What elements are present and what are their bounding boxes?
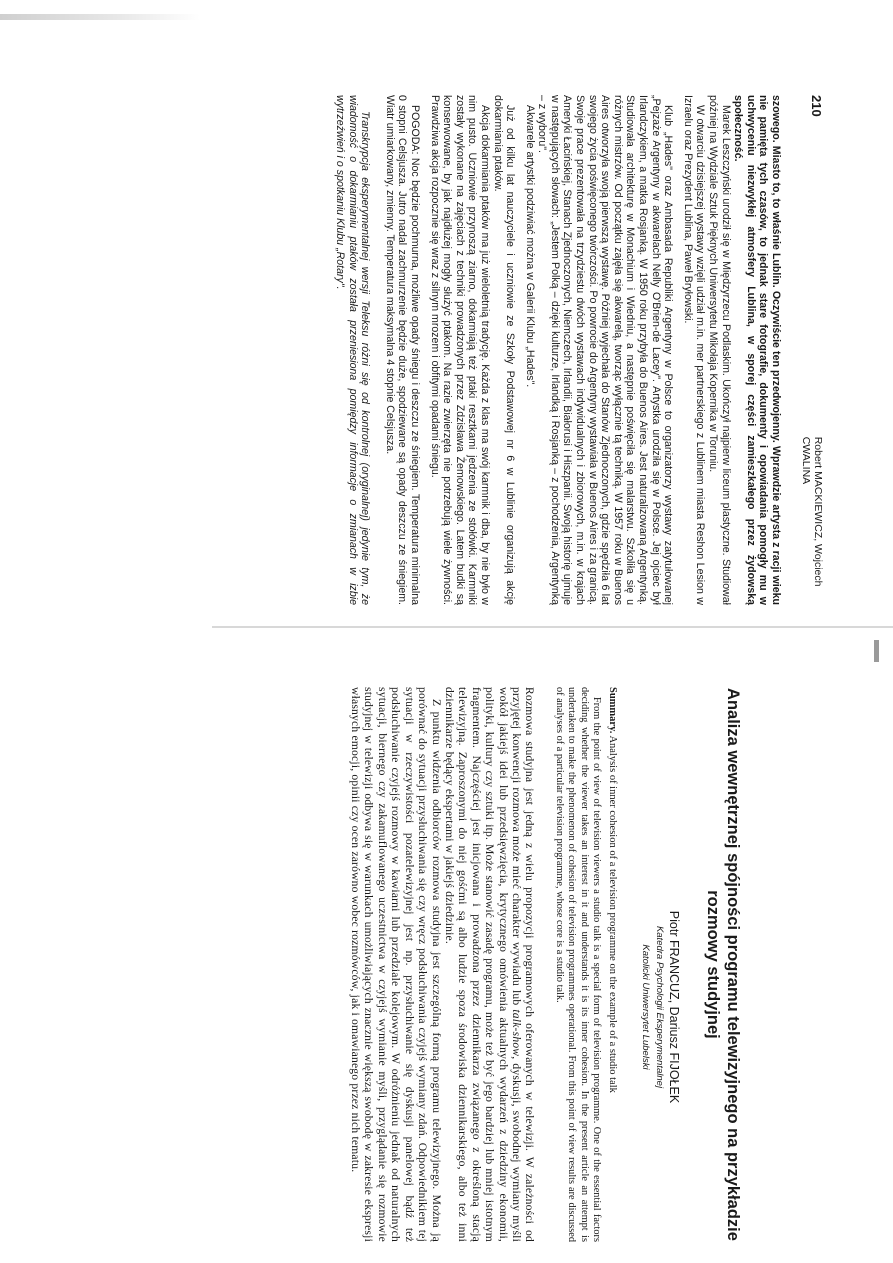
- paragraph: W otwarciu dzisiejszej wystawy wzięli udział m.in. mer partnerskiego z Lublinem miasta Reshon Lesion w Izraelu oraz Prezydent Lublina, Paweł Bryłowski.: [681, 95, 707, 605]
- paragraph: szowego. Miasto to, to właśnie Lublin. Oczywiście ten przedwojenny. Wprawdzie artysta z racji wieku nie pamięta tych czasów, to jednak stare fotografie, dokumenty i opowiadania pomogły mu w uchwyceniu niezwykłej atmosfery Lublina, w sporej części zamieszkałego przez żydowską społeczność.: [732, 95, 782, 605]
- scan-edge-artifact: [0, 14, 200, 20]
- body-text: Rozmowa studyjna jest jedną z wielu propozycji programowych oferowanych w telewizji. W zależności od przyjętej konwencji rozmowa może mieć charakter wywiadu lub: [509, 687, 537, 1242]
- page-fold-line: [212, 626, 893, 628]
- paragraph: Marek Leszczyński urodził się w Międzyrzecu Podlaskim. Ukończył najpierw liceum plastyczne. Studiował później na Wydziale Sztuk Pięknych Uniwersytetu Mikołaja Kopernika w Toruniu.: [707, 95, 732, 605]
- article-title: Analiza wewnętrznej spójności programu telewizyjnego na przykładzie rozmowy studyjnej: [704, 688, 742, 1241]
- affiliation-department: Katedra Psychologii Eksperymentalnej: [654, 925, 665, 1089]
- summary-text: From the point of view of television viewers a studio talk is a special form of television programme. One of the essential factors deciding whether the viewer takes an interest in it and understands it is its inner cohesion. In the present article an attempt is undertaken to make the phenomenon of cohesion of television programmes operational. From this point of view results are discussed of analyses of a particular television programme, whose core is a studio talk.: [553, 687, 602, 1242]
- affiliation-university: Katolicki Uniwersytet Lubelski: [640, 944, 651, 1070]
- paragraph: Już od kilku lat nauczyciele i uczniowie ze Szkoły Podstawowej nr 6 w Lublinie organizują akcję dokarmiania ptaków.: [491, 95, 517, 605]
- paragraph: Klub „Hades" oraz Ambasada Republiki Argentyny w Polsce to organizatorzy wystawy zatytułowanej „Pejzaże Argentyny w akwarelach Nelly O'Brien-de Lacey". Artystka urodziła się w Polsce. Jej ojciec był Irlandczykiem, a matka Rosjanką. W 1950 roku przybyła do Buenos Aires. Jest naturalizowaną Argentynką. Studiowała architekturę w Monachium i Wiedniu, a następnie poświęciła się malarstwu. Szkoliła się u różnych mistrzów. Od początku zajęła się akwarelą, tworząc wyłącznie tą techniką. W 1957 roku w Buenos Aires otworzyła swoją pierwszą wystawę. Później wyjechała do Stanów Zjednoczonych, gdzie spędziła 6 lat swojego życia poświęconego twórczości. Po powrocie do Argentyny wystawiała w Buenos Aires i za granicą. Swoje prace prezentowała na trzydziestu dwóch wystawach indywidualnych i zbiorowych, m.in. w krajach Ameryki Łacińskiej, Stanach Zjednoczonych, Niemczech, Irlandii, Białorusi i Hiszpanii. Swoją historię ujmuje w następujących słowach: „Jestem Polką – dzięki kulturze, Irlandką i Rosjanką – z pochodzenia, Argentynką – z wyboru".: [536, 95, 675, 605]
- summary-heading: [606, 687, 619, 1242]
- author-block: [639, 857, 681, 1157]
- fold-marker: [874, 640, 879, 662]
- paragraph: Akwarele artystki podziwiać można w Galerii Klubu „Hades".: [523, 105, 536, 388]
- summary-block: [552, 687, 619, 1242]
- lower-page: [98, 687, 743, 1242]
- body-paragraph: [443, 687, 537, 1242]
- weather-paragraph: POGODA: Noc będzie pochmurna, możliwe opady śniegu i deszczu ze śniegiem. Temperatura minimalna 0 stopni Celsjusza. Jutro nadal zachmurzenie będzie duże, spodziewane są opady deszczu ze śniegiem. Wiatr umiarkowany, zmienny. Temperatura maksymalna 4 stopnie Celsjusza.: [383, 95, 421, 605]
- body-paragraph: Z punktu widzenia odbiorców rozmowa studyjna jest szczególną formą programu telewizyjnego. Można ją porównać do sytuacji przysłuchiwania się czy wręcz podsłuchiwania czyjejś wymiany zdań. Odpowiednikiem tej sytuacji w rzeczywistości pozatelewizyjnej jest np. przysłuchiwanie się dyskusji panelowej bądź też podsłuchiwanie czyjejś rozmowy w kawiarni lub przedziale kolejowym. W odróżnieniu jednak od naturalnych sytuacji, biernego czy zakamuflowanego uczestnictwa w czyjejś wymianie myśli, przyglądanie się rozmowie studyjnej w telewizji odbywa się w warunkach umożliwiających znacznie większą swobodę w zakresie ekspresji własnych emocji, opinii czy ocen zarówno wobec rozmówców, jak i omawianego przez nich tematu.: [349, 687, 443, 1242]
- summary-title: Analysis of inner cohesion of a television programme on the example of a studio talk: [607, 735, 618, 1093]
- body-text: , dyskusji, swobodnej wymiany myśli wokół jakiejś idei lub przedsięwzięcia, krytycznego omówienia aktualnych wydarzeń z dziedziny ekonomii, polityki, kultury czy sztuki itp. Może stanowić zasadę programu, może też być jego bardziej lub mniej istotnym fragmentem. Najczęściej jest inicjowana i prowadzona przez dziennikarza związanego z określoną stacją telewizyjną. Zaproszonymi do niej gośćmi są albo ludzie spoza środowiska dziennikarskiego, albo też inni dziennikarze będący ekspertami w jakiejś dziedzinie.: [442, 687, 523, 1242]
- running-head: [800, 95, 826, 605]
- page-number: 210: [809, 95, 824, 117]
- transcription-note: Transkrypcja eksperymentalnej wersji Teleksu różni się od kontrolnej (oryginalnej) jedynie tym, że wiadomość o dokarmianiu ptaków została przeniesiona pomiędzy informacje o zmianach w izbie wytrzeźwień i o spotkaniu Klubu „Rotary".: [334, 95, 372, 605]
- summary-label: Summary.: [607, 687, 618, 734]
- upper-page: [206, 95, 826, 605]
- body-italic-term: talk-show: [509, 1009, 523, 1057]
- article-authors: Piotr FRANCUZ, Dariusz FIJOŁEK: [667, 910, 681, 1104]
- running-head-authors: Robert MACKIEWICZ, Wojciech CWALINA: [800, 436, 824, 587]
- paragraph: Akcja dokarmiania ptaków ma już wieloletnią tradycję. Każda z klas ma swój karmnik i dba, by nie było w nim pusto. Uczniowie przynoszą ziarno, dokarmiają też ptaki resztkami jedzenia ze stołówki. Karmniki zostały wykonane na zajęciach z techniki prowadzonych przez Zdzisława Żemowskiego. Latem budki są konserwowane, by jak najdłużej mogły służyć ptakom. Na razie zwierzęta nie potrzebują wiele żywności. Prawdziwa akcja rozpocznie się wraz z silnym mrozem i obfitymi opadami śniegu.: [428, 95, 491, 605]
